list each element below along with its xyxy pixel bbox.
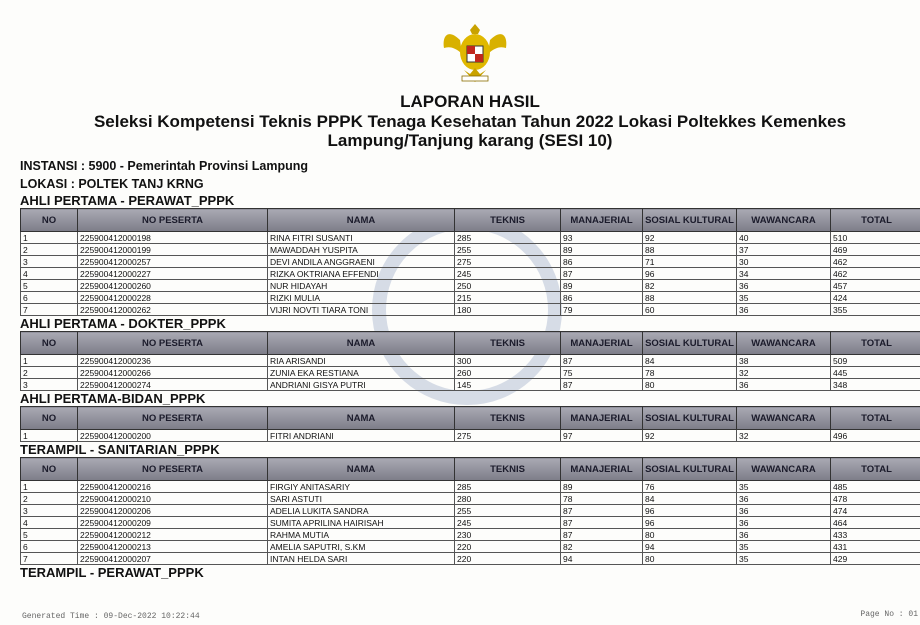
table-cell: 30 — [737, 256, 831, 268]
table-cell: 86 — [561, 256, 643, 268]
table-cell: 35 — [737, 541, 831, 553]
table-cell: 87 — [561, 379, 643, 391]
column-header: MANAJERIAL — [561, 407, 643, 430]
table-cell: 509 — [831, 355, 920, 367]
table-cell: 478 — [831, 493, 920, 505]
table-cell: RINA FITRI SUSANTI — [268, 232, 455, 244]
table-cell: FITRI ANDRIANI — [268, 430, 455, 442]
table-cell: 275 — [455, 430, 561, 442]
table-cell: 1 — [21, 481, 78, 493]
table-cell: 355 — [831, 304, 920, 316]
table-cell: 462 — [831, 256, 920, 268]
table-cell: 433 — [831, 529, 920, 541]
table-cell: 255 — [455, 244, 561, 256]
table-cell: 245 — [455, 517, 561, 529]
column-header: NAMA — [268, 458, 455, 481]
table-cell: 429 — [831, 553, 920, 565]
table-cell: 32 — [737, 430, 831, 442]
table-cell: 34 — [737, 268, 831, 280]
table-cell: 462 — [831, 268, 920, 280]
column-header: TOTAL — [831, 332, 920, 355]
table-cell: 87 — [561, 268, 643, 280]
table-cell: 96 — [643, 517, 737, 529]
page-number: Page No : 01 — [860, 610, 918, 619]
table-cell: 464 — [831, 517, 920, 529]
table-row — [21, 292, 920, 304]
table-cell: NUR HIDAYAH — [268, 280, 455, 292]
table-cell: 225900412000213 — [78, 541, 268, 553]
table-cell: 80 — [643, 553, 737, 565]
table-cell: 35 — [737, 553, 831, 565]
table-cell: 2 — [21, 493, 78, 505]
table-cell: 275 — [455, 256, 561, 268]
table-cell: VIJRI NOVTI TIARA TONI — [268, 304, 455, 316]
column-header: TEKNIS — [455, 209, 561, 232]
table-cell: SUMITA APRILINA HAIRISAH — [268, 517, 455, 529]
lokasi-label: LOKASI : POLTEK TANJ KRNG — [20, 177, 204, 191]
table-cell: 3 — [21, 379, 78, 391]
table-cell: ZUNIA EKA RESTIANA — [268, 367, 455, 379]
results-table — [20, 331, 920, 391]
results-table — [20, 406, 920, 442]
column-header: MANAJERIAL — [561, 332, 643, 355]
table-row — [21, 493, 920, 505]
table-cell: 7 — [21, 553, 78, 565]
table-cell: 225900412000210 — [78, 493, 268, 505]
report-subtitle-line1: Seleksi Kompetensi Teknis PPPK Tenaga Kesehatan Tahun 2022 Lokasi Poltekkes Kemenkes — [93, 112, 847, 131]
table-cell: INTAN HELDA SARI — [268, 553, 455, 565]
table-cell: 87 — [561, 529, 643, 541]
table-cell: 94 — [643, 541, 737, 553]
table-cell: 2 — [21, 244, 78, 256]
table-cell: 96 — [643, 505, 737, 517]
table-cell: 225900412000209 — [78, 517, 268, 529]
table-cell: 285 — [455, 232, 561, 244]
table-cell: 84 — [643, 493, 737, 505]
garuda-emblem-logo — [440, 18, 510, 86]
column-header: TOTAL — [831, 407, 920, 430]
section-title: TERAMPIL - PERAWAT_PPPK — [20, 565, 204, 580]
column-header: NAMA — [268, 209, 455, 232]
table-row — [21, 367, 920, 379]
table-cell: 3 — [21, 256, 78, 268]
table-row — [21, 304, 920, 316]
table-cell: 40 — [737, 232, 831, 244]
table-cell: RAHMA MUTIA — [268, 529, 455, 541]
column-header: NO — [21, 458, 78, 481]
column-header: TOTAL — [831, 209, 920, 232]
column-header: NAMA — [268, 332, 455, 355]
column-header: MANAJERIAL — [561, 209, 643, 232]
section-title: TERAMPIL - SANITARIAN_PPPK — [20, 442, 220, 457]
table-cell: 225900412000212 — [78, 529, 268, 541]
table-cell: 5 — [21, 529, 78, 541]
table-cell: 431 — [831, 541, 920, 553]
table-cell: 245 — [455, 268, 561, 280]
table-row — [21, 268, 920, 280]
table-cell: 76 — [643, 481, 737, 493]
table-cell: RIZKA OKTRIANA EFFENDI — [268, 268, 455, 280]
column-header: NO — [21, 332, 78, 355]
table-cell: 280 — [455, 493, 561, 505]
table-cell: 93 — [561, 232, 643, 244]
results-table — [20, 208, 920, 316]
table-row — [21, 517, 920, 529]
table-row — [21, 541, 920, 553]
table-cell: 87 — [561, 517, 643, 529]
table-cell: 35 — [737, 292, 831, 304]
table-cell: 1 — [21, 430, 78, 442]
table-cell: 3 — [21, 505, 78, 517]
table-cell: 225900412000199 — [78, 244, 268, 256]
table-cell: 255 — [455, 505, 561, 517]
table-header-row — [21, 332, 920, 355]
column-header: TOTAL — [831, 458, 920, 481]
table-cell: 1 — [21, 355, 78, 367]
table-cell: 485 — [831, 481, 920, 493]
table-cell: 80 — [643, 529, 737, 541]
table-cell: 96 — [643, 268, 737, 280]
table-cell: 496 — [831, 430, 920, 442]
table-cell: 220 — [455, 541, 561, 553]
table-cell: 36 — [737, 379, 831, 391]
table-row — [21, 232, 920, 244]
table-row — [21, 256, 920, 268]
table-cell: 510 — [831, 232, 920, 244]
table-cell: 6 — [21, 541, 78, 553]
instansi-label: INSTANSI : 5900 - Pemerintah Provinsi Lampung — [20, 159, 309, 173]
column-header: NO PESERTA — [78, 458, 268, 481]
column-header: WAWANCARA — [737, 332, 831, 355]
column-header: NAMA — [268, 407, 455, 430]
table-cell: 36 — [737, 304, 831, 316]
generated-time: Generated Time : 09-Dec-2022 10:22:44 — [22, 612, 200, 621]
table-cell: 32 — [737, 367, 831, 379]
column-header: TEKNIS — [455, 458, 561, 481]
table-cell: 445 — [831, 367, 920, 379]
table-cell: 348 — [831, 379, 920, 391]
table-row — [21, 244, 920, 256]
table-cell: 285 — [455, 481, 561, 493]
table-cell: 94 — [561, 553, 643, 565]
table-cell: 220 — [455, 553, 561, 565]
table-cell: RIA ARISANDI — [268, 355, 455, 367]
table-cell: 225900412000236 — [78, 355, 268, 367]
table-cell: 215 — [455, 292, 561, 304]
table-row — [21, 481, 920, 493]
table-cell: 86 — [561, 292, 643, 304]
table-header-row — [21, 407, 920, 430]
table-cell: 89 — [561, 244, 643, 256]
section-title: AHLI PERTAMA-BIDAN_PPPK — [20, 391, 206, 406]
table-cell: 36 — [737, 517, 831, 529]
table-cell: 1 — [21, 232, 78, 244]
column-header: NO — [21, 407, 78, 430]
table-header-row — [21, 209, 920, 232]
column-header: SOSIAL KULTURAL — [643, 407, 737, 430]
table-cell: 75 — [561, 367, 643, 379]
table-cell: 84 — [643, 355, 737, 367]
table-cell: 260 — [455, 367, 561, 379]
table-cell: 80 — [643, 379, 737, 391]
table-row — [21, 280, 920, 292]
table-cell: 78 — [561, 493, 643, 505]
table-row — [21, 430, 920, 442]
table-cell: 145 — [455, 379, 561, 391]
table-cell: 225900412000198 — [78, 232, 268, 244]
table-cell: 60 — [643, 304, 737, 316]
table-cell: FIRGIY ANITASARIY — [268, 481, 455, 493]
table-cell: 225900412000266 — [78, 367, 268, 379]
table-cell: MAWADDAH YUSPITA — [268, 244, 455, 256]
table-cell: 89 — [561, 481, 643, 493]
table-cell: 36 — [737, 493, 831, 505]
column-header: NO PESERTA — [78, 209, 268, 232]
table-cell: ANDRIANI GISYA PUTRI — [268, 379, 455, 391]
table-row — [21, 505, 920, 517]
table-row — [21, 355, 920, 367]
column-header: NO — [21, 209, 78, 232]
table-cell: 89 — [561, 280, 643, 292]
table-cell: 4 — [21, 268, 78, 280]
table-cell: 4 — [21, 517, 78, 529]
column-header: MANAJERIAL — [561, 458, 643, 481]
column-header: TEKNIS — [455, 407, 561, 430]
table-cell: 225900412000207 — [78, 553, 268, 565]
results-table — [20, 457, 920, 565]
report-subtitle-line2: Lampung/Tanjung karang (SESI 10) — [327, 131, 613, 150]
section-title: AHLI PERTAMA - PERAWAT_PPPK — [20, 193, 235, 208]
column-header: TEKNIS — [455, 332, 561, 355]
table-cell: 79 — [561, 304, 643, 316]
table-cell: 225900412000262 — [78, 304, 268, 316]
column-header: NO PESERTA — [78, 407, 268, 430]
table-cell: 225900412000257 — [78, 256, 268, 268]
table-cell: 225900412000274 — [78, 379, 268, 391]
table-cell: RIZKI MULIA — [268, 292, 455, 304]
table-cell: SARI ASTUTI — [268, 493, 455, 505]
column-header: WAWANCARA — [737, 209, 831, 232]
table-cell: 225900412000216 — [78, 481, 268, 493]
table-cell: 225900412000200 — [78, 430, 268, 442]
table-cell: 225900412000228 — [78, 292, 268, 304]
table-cell: 36 — [737, 505, 831, 517]
table-cell: 38 — [737, 355, 831, 367]
table-cell: ADELIA LUKITA SANDRA — [268, 505, 455, 517]
table-cell: 2 — [21, 367, 78, 379]
section-title: AHLI PERTAMA - DOKTER_PPPK — [20, 316, 226, 331]
table-cell: 82 — [561, 541, 643, 553]
table-cell: 424 — [831, 292, 920, 304]
table-cell: 5 — [21, 280, 78, 292]
table-cell: 37 — [737, 244, 831, 256]
table-cell: 82 — [643, 280, 737, 292]
report-title: LAPORAN HASIL — [400, 92, 540, 111]
table-cell: AMELIA SAPUTRI, S.KM — [268, 541, 455, 553]
table-cell: 97 — [561, 430, 643, 442]
table-cell: 35 — [737, 481, 831, 493]
table-row — [21, 529, 920, 541]
table-cell: 88 — [643, 292, 737, 304]
table-cell: 469 — [831, 244, 920, 256]
table-cell: 457 — [831, 280, 920, 292]
table-cell: 6 — [21, 292, 78, 304]
table-cell: 225900412000227 — [78, 268, 268, 280]
table-cell: DEVI ANDILA ANGGRAENI — [268, 256, 455, 268]
table-cell: 92 — [643, 430, 737, 442]
table-header-row — [21, 458, 920, 481]
column-header: NO PESERTA — [78, 332, 268, 355]
table-cell: 71 — [643, 256, 737, 268]
column-header: SOSIAL KULTURAL — [643, 209, 737, 232]
table-cell: 36 — [737, 280, 831, 292]
table-cell: 180 — [455, 304, 561, 316]
table-cell: 88 — [643, 244, 737, 256]
table-row — [21, 553, 920, 565]
table-cell: 87 — [561, 355, 643, 367]
results-sections — [20, 193, 920, 580]
table-cell: 300 — [455, 355, 561, 367]
table-cell: 474 — [831, 505, 920, 517]
table-cell: 78 — [643, 367, 737, 379]
table-row — [21, 379, 920, 391]
column-header: SOSIAL KULTURAL — [643, 332, 737, 355]
table-cell: 230 — [455, 529, 561, 541]
table-cell: 250 — [455, 280, 561, 292]
table-cell: 225900412000260 — [78, 280, 268, 292]
table-cell: 36 — [737, 529, 831, 541]
table-cell: 225900412000206 — [78, 505, 268, 517]
column-header: WAWANCARA — [737, 407, 831, 430]
table-cell: 92 — [643, 232, 737, 244]
column-header: WAWANCARA — [737, 458, 831, 481]
table-cell: 7 — [21, 304, 78, 316]
table-cell: 87 — [561, 505, 643, 517]
column-header: SOSIAL KULTURAL — [643, 458, 737, 481]
